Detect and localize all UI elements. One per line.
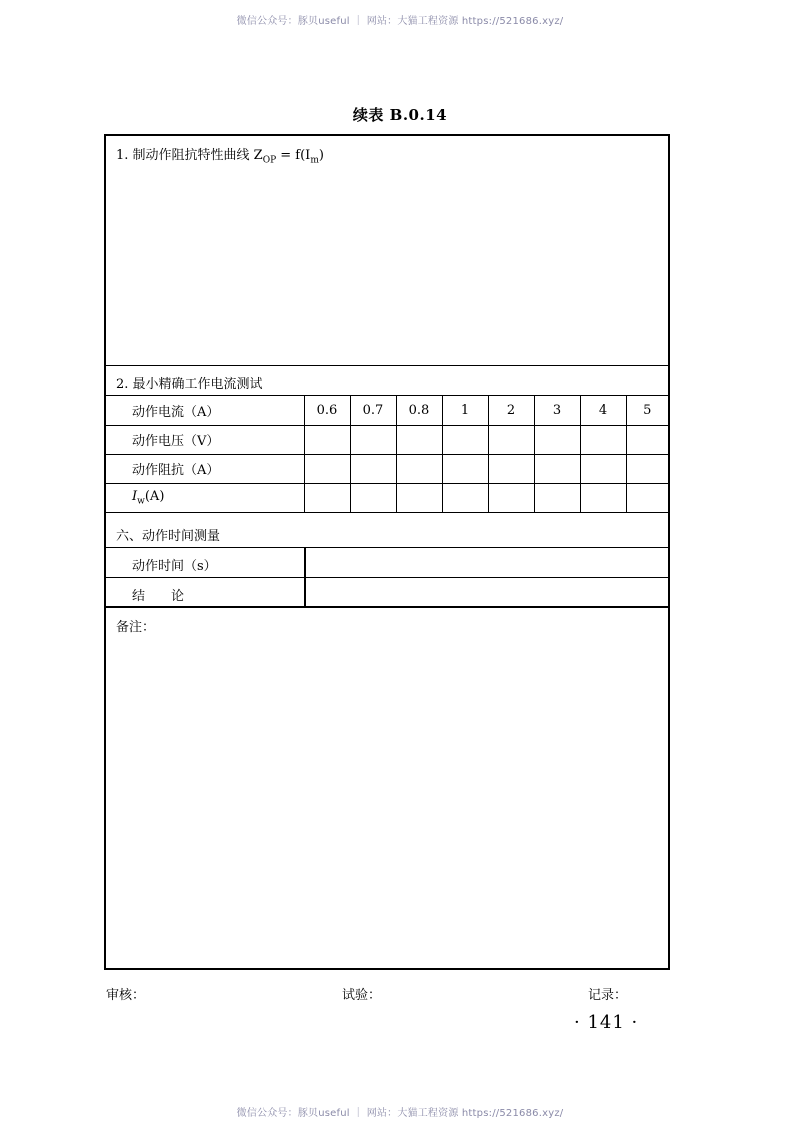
table-cell [442,454,488,483]
min-current-table [106,396,668,513]
page-number: · 141 · [574,1012,639,1033]
table-cell [580,454,626,483]
table-cell [626,454,668,483]
row-label: 动作电流（A） [106,396,304,425]
table-cell: 2 [488,396,534,425]
table-cell: 0.6 [304,396,350,425]
table-cell [396,425,442,454]
table-cell: 3 [534,396,580,425]
table-cell [442,483,488,512]
document-title: 续表 B.0.14 [352,106,448,124]
table-cell [304,425,350,454]
action-time-row [106,548,668,578]
table-cell [350,454,396,483]
timing-section-title: 六、动作时间测量 [106,518,668,548]
table-cell [350,483,396,512]
table-cell [304,454,350,483]
table-cell [488,454,534,483]
column-divider [304,548,306,577]
table-cell [304,483,350,512]
table-cell: 0.8 [396,396,442,425]
table-cell [534,454,580,483]
watermark-bottom: 微信公众号：豚贝useful ｜ 网站：大猫工程资源 https://521686.xyz/ [236,1108,564,1119]
table-cell [442,425,488,454]
row-label: $I_w(A)$ [106,483,304,512]
row-label: 动作电压（V） [106,425,304,454]
table-row [106,425,668,454]
table-cell [534,425,580,454]
curve-section [106,136,668,366]
table-cell [626,425,668,454]
table-cell: 0.7 [350,396,396,425]
min-current-section-title: 2. 最小精确工作电流测试 [106,366,668,396]
table-row [106,454,668,483]
table-cell [396,454,442,483]
table-cell [534,483,580,512]
table-cell [580,425,626,454]
table-cell [626,483,668,512]
review-signature-label: 审核： [106,988,146,1003]
notes-label: 备注： [116,620,156,635]
table-cell: 4 [580,396,626,425]
table-row [106,483,668,512]
watermark-top: 微信公众号：豚贝useful ｜ 网站：大猫工程资源 https://521686.xyz/ [236,16,564,27]
table-cell [488,425,534,454]
row-label: 动作阻抗（A） [106,454,304,483]
conclusion-row [106,578,668,608]
table-cell [580,483,626,512]
table-cell [488,483,534,512]
column-divider [304,578,306,606]
table-cell [350,425,396,454]
table-row [106,396,668,425]
table-cell: 5 [626,396,668,425]
curve-label: 1. 制动作阻抗特性曲线 $Z_{OP} = f(I_m)$ [116,148,324,166]
table-cell: 1 [442,396,488,425]
action-time-label: 动作时间（s） [132,559,217,574]
record-signature-label: 记录： [588,988,628,1003]
conclusion-label: 结 论 [132,589,185,604]
table-cell [396,483,442,512]
test-signature-label: 试验： [342,988,382,1003]
form-frame [104,134,670,970]
